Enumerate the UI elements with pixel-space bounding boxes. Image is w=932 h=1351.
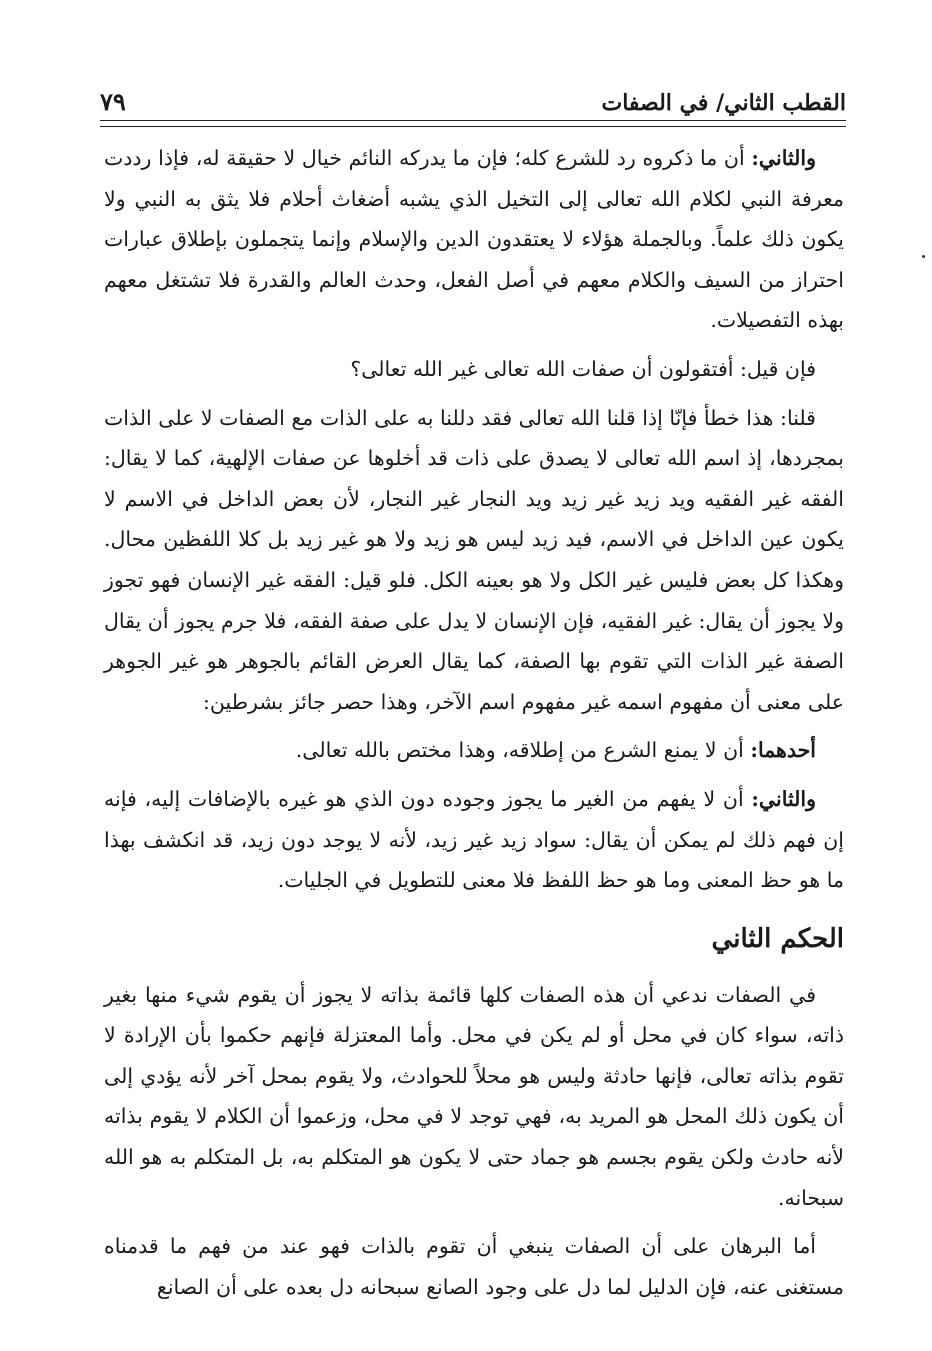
paragraph-text: قلنا: هذا خطأ فإنّا إذا قلنا الله تعالى فقد دللنا به على الذات مع الصفات لا على الذات بمجردها، إذ اسم الله تعالى لا يصدق على ذات قد أخلوها عن صفات الإلهية، كما لا يقال: الفقه غير الفقيه ويد زيد غير زيد ويد النجار غير النجار، لأن بعض الداخل في الاسم لا يكون عين الداخل في الاسم، فيد زيد ليس هو زيد ولا هو غير زيد بل كلا اللفظين محال. وهكذا كل بعض فليس غير الكل ولا هو بعينه الكل. فلو قيل: الفقه غير الإنسان فهو تجوز ولا يجوز أن يقال: غير الفقيه، فإن الإنسان لا يدل على صفة الفقه، فلا جرم يجوز أن يقال الصفة غير الذات التي تقوم بها الصفة، كما يقال العرض القائم بالجوهر هو غير الجوهر على معنى أن مفهوم اسمه غير مفهوم اسم الآخر، وهذا حصر جائز بشرطين:: [104, 405, 844, 714]
page-number: ٧٩: [100, 87, 126, 116]
paragraph-lead: والثاني:: [751, 786, 816, 811]
paragraph-lead: أحدهما:: [750, 738, 816, 763]
page-body: [104, 138, 844, 1315]
paragraph-text: في الصفات ندعي أن هذه الصفات كلها قائمة بذاته لا يجوز أن يقوم شيء منها بغير ذاته، سواء كان في محل أو لم يكن في محل. وأما المعتزلة فإنهم حكموا بأن الإرادة لا تقوم بذاته تعالى، فإنها حادثة وليس هو محلاً للحوادث، ولا يقوم بمحل آخر لأنه يؤدي إلى أن يكون ذلك المحل هو المريد به، فهي توجد لا في محل، وزعموا أن الكلام لا يقوم بذاته لأنه حادث ولكن يقوم بجسم هو جماد حتى لا يكون هو المتكلم به، بل المتكلم به هو الله سبحانه.: [104, 982, 844, 1210]
paragraph: [104, 138, 844, 341]
section-heading: الحكم الثاني: [711, 923, 844, 954]
scan-speck: [922, 255, 925, 258]
paragraph-text: أن ما ذكروه رد للشرع كله؛ فإن ما يدركه النائم خيال لا حقيقة له، فإذا رددت معرفة النبي لكلام الله تعالى إلى التخيل الذي يشبه أضغاث أحلام فلا يثق به النبي ولا يكون ذلك علماً. وبالجملة هؤلاء لا يعتقدون الدين والإسلام وإنما يتجملون بإطلاق عبارات احتراز من السيف والكلام معهم في أصل الفعل، وحدث العالم والقدرة فلا تشتغل معهم بهذه التفصيلات.: [104, 146, 844, 333]
paragraph-text: أما البرهان على أن الصفات ينبغي أن تقوم بالذات فهو عند من فهم ما قدمناه مستغنى عنه، فإن الدليل لما دل على وجود الصانع سبحانه دل بعده على أن الصانع: [104, 1234, 844, 1299]
paragraph: [104, 779, 844, 901]
paragraph: [104, 730, 844, 771]
paragraph: [104, 975, 844, 1219]
paragraph-text: أن لا يمنع الشرع من إطلاقه، وهذا مختص بالله تعالى.: [295, 738, 751, 763]
paragraph-text: فإن قيل: أفتقولون أن صفات الله تعالى غير الله تعالى؟: [350, 356, 816, 381]
paragraph: [104, 349, 844, 390]
header-rule-thin: [100, 126, 846, 127]
paragraph: [104, 1226, 844, 1307]
paragraph-lead: والثاني:: [751, 146, 816, 170]
running-title: القطب الثاني/ في الصفات: [601, 90, 846, 116]
paragraph-text: أن لا يفهم من الغير ما يجوز وجوده دون الذي هو غيره بالإضافات إليه، فإنه إن فهم ذلك لم يمكن أن يقال: سواد زيد غير زيد، لأنه لا يوجد دون زيد، قد انكشف بهذا ما هو حظ المعنى وما هو حظ اللفظ فلا معنى للتطويل في الجليات.: [104, 786, 844, 893]
paragraph: [104, 398, 844, 723]
header-rule-thick: [100, 120, 846, 121]
page-header: [100, 78, 846, 116]
